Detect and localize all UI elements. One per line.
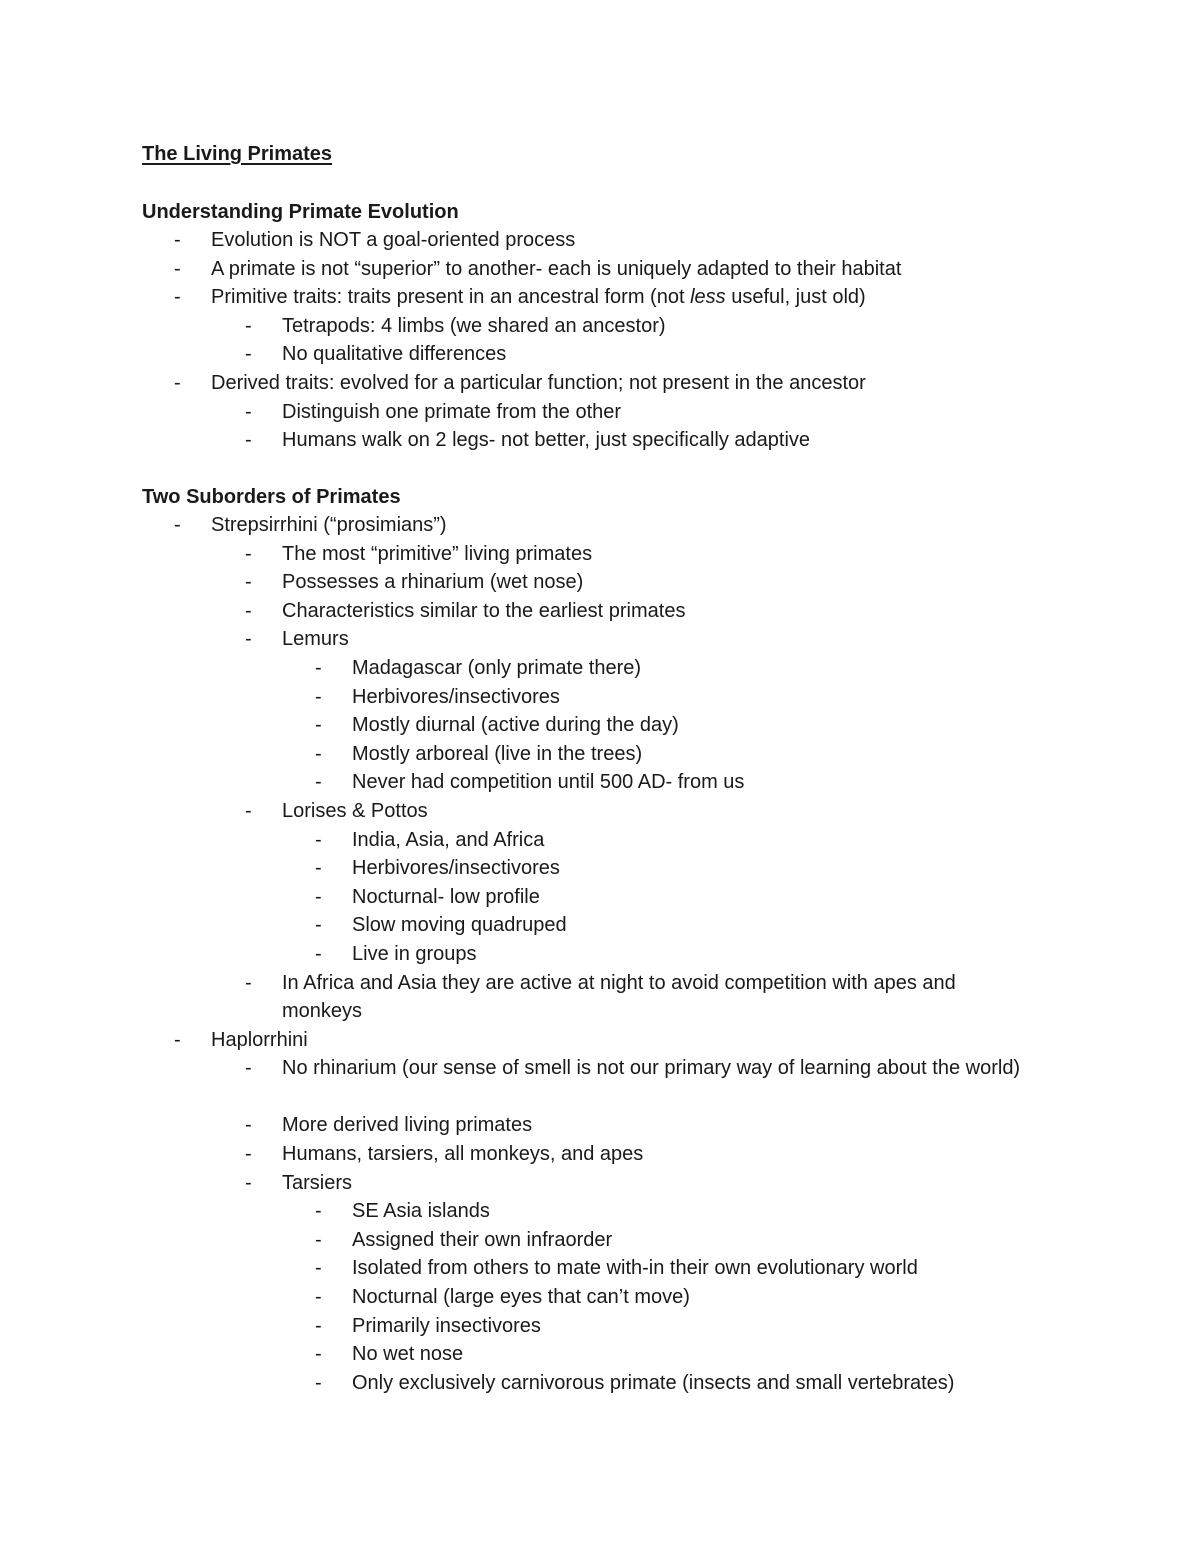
list-item-text: Slow moving quadruped bbox=[352, 914, 567, 937]
text-segment: useful, just old) bbox=[725, 286, 866, 309]
list-item-text: Nocturnal (large eyes that can’t move) bbox=[352, 1286, 690, 1309]
list-item bbox=[0, 283, 1200, 312]
list-item-text: Herbivores/insectivores bbox=[352, 685, 560, 708]
list-item-text: India, Asia, and Africa bbox=[352, 828, 545, 851]
list-item bbox=[0, 797, 1200, 826]
list-item-text: Live in groups bbox=[352, 942, 477, 965]
list-item-text: The most “primitive” living primates bbox=[282, 542, 593, 565]
bullet-dash: - bbox=[174, 257, 181, 280]
bullet-dash: - bbox=[315, 1228, 322, 1251]
list-item bbox=[0, 1340, 1200, 1369]
list-item bbox=[0, 711, 1200, 740]
document-title: The Living Primates bbox=[142, 143, 333, 165]
list-item-text: Humans walk on 2 legs- not better, just specifically adaptive bbox=[282, 429, 811, 452]
bullet-dash: - bbox=[245, 343, 252, 366]
bullet-dash: - bbox=[245, 1114, 252, 1137]
list-item bbox=[0, 969, 1200, 1026]
bullet-dash: - bbox=[315, 656, 322, 679]
list-item-text: Distinguish one primate from the other bbox=[282, 400, 622, 423]
list-item bbox=[0, 426, 1200, 455]
list-item-text: No wet nose bbox=[352, 1343, 464, 1366]
list-item bbox=[0, 1140, 1200, 1169]
list-item bbox=[0, 1197, 1200, 1226]
bullet-dash: - bbox=[315, 771, 322, 794]
list-item bbox=[0, 1169, 1200, 1198]
list-item bbox=[0, 568, 1200, 597]
bullet-dash: - bbox=[245, 400, 252, 423]
list-item bbox=[0, 340, 1200, 369]
list-item bbox=[0, 312, 1200, 341]
list-item bbox=[0, 740, 1200, 769]
section-heading-primate-evolution: Understanding Primate Evolution bbox=[142, 201, 459, 223]
bullet-dash: - bbox=[245, 571, 252, 594]
bullet-dash: - bbox=[245, 1171, 252, 1194]
list-item-text: Assigned their own infraorder bbox=[352, 1228, 613, 1251]
list-item-text: Never had competition until 500 AD- from us bbox=[352, 771, 745, 794]
bullet-dash: - bbox=[315, 685, 322, 708]
bullet-dash: - bbox=[315, 1371, 322, 1394]
list-item-text: In Africa and Asia they are active at night to avoid competition with apes and monkeys bbox=[282, 971, 956, 1023]
list-item bbox=[0, 683, 1200, 712]
suborders-list bbox=[0, 511, 1200, 1397]
list-item bbox=[0, 940, 1200, 969]
list-item bbox=[0, 854, 1200, 883]
emphasis-text: less bbox=[690, 286, 726, 309]
list-item bbox=[0, 883, 1200, 912]
bullet-dash: - bbox=[174, 286, 181, 309]
list-item-text: Nocturnal- low profile bbox=[352, 885, 540, 908]
list-item bbox=[0, 511, 1200, 540]
bullet-dash: - bbox=[315, 942, 322, 965]
list-item bbox=[0, 1054, 1200, 1111]
bullet-dash: - bbox=[315, 828, 322, 851]
bullet-dash: - bbox=[245, 599, 252, 622]
list-item-text: Mostly arboreal (live in the trees) bbox=[352, 742, 643, 765]
list-item bbox=[0, 1283, 1200, 1312]
list-item bbox=[0, 768, 1200, 797]
list-item bbox=[0, 826, 1200, 855]
bullet-dash: - bbox=[245, 1057, 252, 1080]
bullet-dash: - bbox=[315, 885, 322, 908]
list-item bbox=[0, 1312, 1200, 1341]
list-item-text: Only exclusively carnivorous primate (insects and small vertebrates) bbox=[352, 1371, 955, 1394]
bullet-dash: - bbox=[174, 1028, 181, 1051]
list-item-text: No rhinarium (our sense of smell is not our primary way of learning about the world) bbox=[282, 1057, 1021, 1080]
list-item-text: SE Asia islands bbox=[352, 1200, 490, 1223]
bullet-dash: - bbox=[245, 1143, 252, 1166]
bullet-dash: - bbox=[315, 1257, 322, 1280]
bullet-dash: - bbox=[315, 1314, 322, 1337]
list-item-text: Evolution is NOT a goal-oriented process bbox=[211, 229, 576, 251]
bullet-dash: - bbox=[315, 742, 322, 765]
bullet-dash: - bbox=[315, 914, 322, 937]
bullet-dash: - bbox=[245, 314, 252, 337]
bullet-dash: - bbox=[315, 857, 322, 880]
bullet-dash: - bbox=[245, 429, 252, 452]
list-item-text: Lemurs bbox=[282, 628, 349, 651]
bullet-dash: - bbox=[315, 1200, 322, 1223]
list-item bbox=[0, 540, 1200, 569]
bullet-dash: - bbox=[174, 371, 181, 394]
list-item-text: No qualitative differences bbox=[282, 343, 507, 366]
bullet-dash: - bbox=[245, 628, 252, 651]
list-item-text: Tarsiers bbox=[282, 1171, 353, 1194]
list-item bbox=[0, 1369, 1200, 1398]
list-item bbox=[0, 1026, 1200, 1055]
list-item bbox=[0, 654, 1200, 683]
list-item bbox=[0, 1226, 1200, 1255]
list-item-text: Characteristics similar to the earliest primates bbox=[282, 599, 686, 622]
list-item-text: Haplorrhini bbox=[211, 1028, 308, 1051]
list-item-text: Derived traits: evolved for a particular function; not present in the ancestor bbox=[211, 371, 866, 394]
evolution-list bbox=[0, 226, 1200, 455]
list-item-text: Humans, tarsiers, all monkeys, and apes bbox=[282, 1143, 644, 1166]
text-segment: Primitive traits: traits present in an ancestral form (not bbox=[211, 286, 691, 309]
list-item-text: Primarily insectivores bbox=[352, 1314, 541, 1337]
bullet-dash: - bbox=[245, 799, 252, 822]
bullet-dash: - bbox=[315, 714, 322, 737]
bullet-dash: - bbox=[315, 1286, 322, 1309]
list-item bbox=[0, 625, 1200, 654]
list-item bbox=[0, 597, 1200, 626]
list-item-text: A primate is not “superior” to another- each is uniquely adapted to their habitat bbox=[211, 257, 902, 280]
list-item-text: Mostly diurnal (active during the day) bbox=[352, 714, 679, 737]
list-item bbox=[0, 255, 1200, 284]
list-item bbox=[0, 1111, 1200, 1140]
list-item bbox=[0, 398, 1200, 427]
list-item-text: Possesses a rhinarium (wet nose) bbox=[282, 571, 584, 594]
list-item-text: Strepsirrhini (“prosimians”) bbox=[211, 514, 447, 536]
list-item-text: Tetrapods: 4 limbs (we shared an ancestor) bbox=[282, 314, 666, 337]
bullet-dash: - bbox=[245, 971, 252, 994]
list-item bbox=[0, 369, 1200, 398]
list-item bbox=[0, 1254, 1200, 1283]
list-item-text: Lorises & Pottos bbox=[282, 799, 428, 822]
list-item-text bbox=[211, 283, 866, 312]
section-heading-suborders: Two Suborders of Primates bbox=[142, 486, 401, 508]
list-item-text: Isolated from others to mate with-in their own evolutionary world bbox=[352, 1257, 918, 1280]
bullet-dash: - bbox=[315, 1343, 322, 1366]
bullet-dash: - bbox=[174, 514, 181, 536]
bullet-dash: - bbox=[245, 542, 252, 565]
list-item-text: Herbivores/insectivores bbox=[352, 857, 560, 880]
list-item-text: Madagascar (only primate there) bbox=[352, 656, 642, 679]
list-item bbox=[0, 911, 1200, 940]
list-item bbox=[0, 226, 1200, 255]
bullet-dash: - bbox=[174, 229, 181, 251]
list-item-text: More derived living primates bbox=[282, 1114, 533, 1137]
